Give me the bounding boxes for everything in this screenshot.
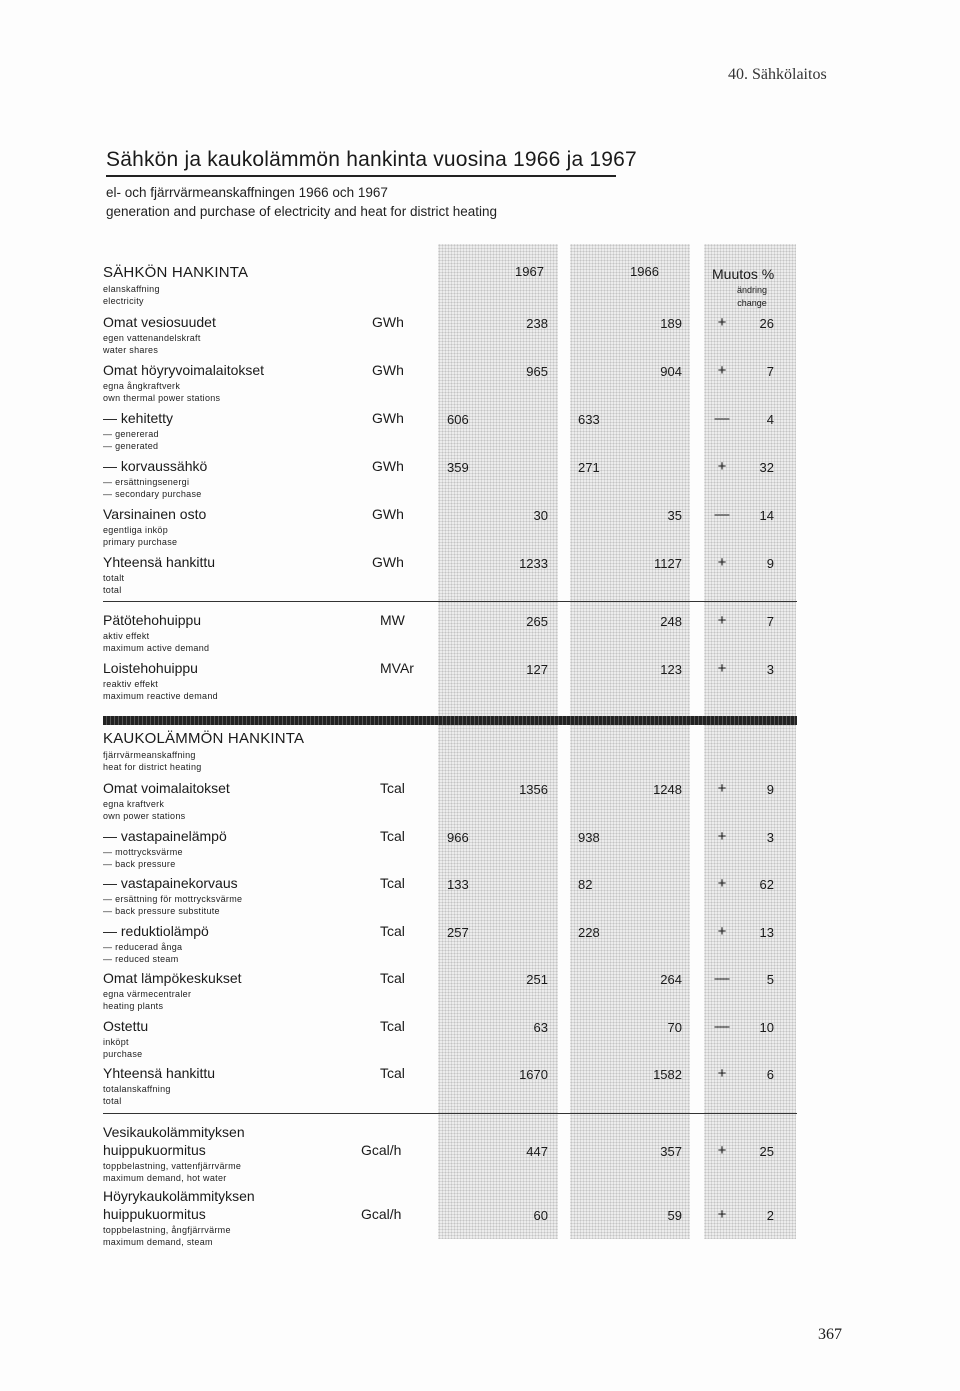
row-label-sv: — mottrycksvärme bbox=[103, 846, 183, 857]
change-percent: 9 bbox=[766, 782, 774, 797]
change-sign: + bbox=[717, 780, 727, 797]
value-1967: 1356 bbox=[519, 782, 548, 797]
row-label: — vastapainelämpö bbox=[103, 827, 227, 844]
column-header-1966: 1966 bbox=[630, 264, 659, 279]
subtitle-swedish: el- och fjärrvärmeanskaffningen 1966 och 1967 bbox=[106, 185, 388, 200]
value-1967-component: 359 bbox=[447, 460, 469, 475]
value-1967: 251 bbox=[526, 972, 548, 987]
row-label-en: heating plants bbox=[103, 1001, 164, 1011]
row-label-en: — generated bbox=[103, 441, 159, 451]
section-divider bbox=[103, 601, 797, 602]
value-1966: 59 bbox=[667, 1208, 682, 1223]
row-label: — reduktiolämpö bbox=[103, 922, 209, 939]
row-label-2: huippukuormitus bbox=[103, 1142, 206, 1158]
value-1967: 238 bbox=[526, 316, 548, 331]
change-percent: 62 bbox=[759, 877, 774, 892]
change-sign: + bbox=[717, 612, 727, 629]
row-label-en: water shares bbox=[103, 345, 159, 355]
value-1967: 965 bbox=[526, 364, 548, 379]
change-sign: + bbox=[717, 1065, 727, 1082]
electricity-section-en: electricity bbox=[103, 296, 144, 306]
row-label-2: huippukuormitus bbox=[103, 1206, 206, 1222]
row-label-sv: egen vattenandelskraft bbox=[103, 333, 201, 343]
change-percent: 26 bbox=[759, 316, 774, 331]
electricity-section-sv: elanskaffning bbox=[103, 284, 160, 294]
value-1966-component: 228 bbox=[578, 924, 600, 940]
change-percent: 10 bbox=[759, 1019, 774, 1035]
change-percent: 2 bbox=[766, 1208, 774, 1223]
row-label: Yhteensä hankittu bbox=[103, 554, 216, 570]
change-percent: 9 bbox=[766, 556, 774, 571]
electricity-section-title: SÄHKÖN HANKINTA bbox=[103, 264, 249, 281]
row-label-en: maximum demand, hot water bbox=[103, 1173, 227, 1183]
row-label-en: own power stations bbox=[103, 811, 186, 821]
row-label: — vastapainekorvaus bbox=[103, 875, 238, 891]
row-unit: Tcal bbox=[380, 1017, 405, 1034]
row-unit: GWh bbox=[372, 554, 404, 570]
value-1967: 265 bbox=[526, 614, 548, 629]
value-1967: 63 bbox=[533, 1019, 548, 1035]
row-unit: MVAr bbox=[380, 660, 414, 676]
value-1967-component: 133 bbox=[447, 877, 469, 892]
row-unit: Tcal bbox=[380, 780, 405, 796]
value-1966: 70 bbox=[667, 1019, 682, 1035]
value-1966: 35 bbox=[667, 508, 682, 523]
value-1966: 1582 bbox=[653, 1067, 682, 1082]
change-percent: 7 bbox=[766, 614, 774, 629]
change-sign: + bbox=[717, 554, 727, 571]
row-label-en: — reduced steam bbox=[103, 953, 179, 964]
change-sign: + bbox=[717, 458, 727, 475]
row-label: Höyrykaukolämmityksen bbox=[103, 1188, 255, 1204]
row-label: Omat voimalaitokset bbox=[103, 780, 230, 796]
row-label: — korvaussähkö bbox=[103, 458, 208, 474]
row-label-en: own thermal power stations bbox=[103, 393, 221, 403]
row-label-sv: totalt bbox=[103, 573, 125, 583]
value-1967-component: 257 bbox=[447, 924, 469, 940]
row-label: Ostettu bbox=[103, 1017, 149, 1034]
change-percent: 6 bbox=[766, 1067, 774, 1082]
row-unit: Tcal bbox=[380, 922, 405, 939]
row-label-sv: toppbelastning, ångfjärrvärme bbox=[103, 1225, 231, 1235]
row-unit: Gcal/h bbox=[361, 1206, 402, 1222]
change-sign: + bbox=[717, 875, 727, 892]
row-label-sv: toppbelastning, vattenfjärrvärme bbox=[103, 1161, 242, 1171]
row-label-sv: — reducerad ånga bbox=[103, 941, 183, 952]
change-percent: 3 bbox=[766, 662, 774, 677]
title-underline bbox=[106, 175, 616, 177]
row-unit: Gcal/h bbox=[361, 1142, 402, 1158]
value-1967-component: 606 bbox=[447, 412, 469, 427]
change-sign: + bbox=[717, 1142, 727, 1159]
value-1967: 60 bbox=[533, 1208, 548, 1223]
row-label-sv: — ersättning för mottrycksvärme bbox=[103, 894, 243, 904]
row-label-en: — back pressure bbox=[103, 858, 176, 869]
section-divider-heat bbox=[103, 1113, 797, 1114]
row-label-sv: egna kraftverk bbox=[103, 799, 165, 809]
row-label-sv: egna värmecentraler bbox=[103, 989, 192, 999]
row-label-sv: totalanskaffning bbox=[103, 1084, 171, 1094]
row-label-sv: egentliga inköp bbox=[103, 525, 169, 535]
row-label-sv: — ersättningsenergi bbox=[103, 477, 190, 487]
change-percent: 25 bbox=[759, 1144, 774, 1159]
row-label: — kehitetty bbox=[103, 410, 174, 426]
row-label-sv: aktiv effekt bbox=[103, 631, 150, 641]
value-1966-component: 938 bbox=[578, 829, 600, 845]
change-percent: 32 bbox=[759, 460, 774, 475]
row-unit: GWh bbox=[372, 362, 404, 378]
section-separator-band bbox=[103, 716, 797, 725]
value-1966: 248 bbox=[660, 614, 682, 629]
value-1966: 1248 bbox=[653, 782, 682, 797]
row-label: Omat höyryvoimalaitokset bbox=[103, 362, 265, 378]
column-header-1967: 1967 bbox=[515, 264, 544, 279]
row-label-en: purchase bbox=[103, 1048, 143, 1059]
row-unit: Tcal bbox=[380, 875, 405, 891]
value-1967: 127 bbox=[526, 662, 548, 677]
heat-section-title: KAUKOLÄMMÖN HANKINTA bbox=[103, 730, 305, 747]
row-label: Omat lämpökeskukset bbox=[103, 970, 242, 986]
row-label-en: maximum demand, steam bbox=[103, 1237, 213, 1247]
row-unit: Tcal bbox=[380, 970, 405, 986]
value-1967: 1670 bbox=[519, 1067, 548, 1082]
page-number: 367 bbox=[818, 1326, 842, 1343]
change-percent: 3 bbox=[766, 829, 774, 845]
page-title: Sähkön ja kaukolämmön hankinta vuosina 1966 ja 1967 bbox=[106, 148, 637, 171]
row-unit: GWh bbox=[372, 506, 404, 522]
change-percent: 7 bbox=[766, 364, 774, 379]
value-1966: 357 bbox=[660, 1144, 682, 1159]
value-1966: 264 bbox=[660, 972, 682, 987]
row-label: Yhteensä hankittu bbox=[103, 1065, 216, 1081]
row-label-en: — back pressure substitute bbox=[103, 906, 220, 916]
heat-section-en: heat for district heating bbox=[103, 762, 202, 772]
shade-column-change bbox=[704, 244, 796, 1239]
row-label-en: total bbox=[103, 1096, 122, 1106]
column-header-change: Muutos % bbox=[712, 266, 775, 282]
row-label-sv: inköpt bbox=[103, 1036, 129, 1047]
value-1966: 189 bbox=[660, 316, 682, 331]
change-sign: + bbox=[717, 660, 727, 677]
row-unit: GWh bbox=[372, 314, 404, 330]
row-unit: MW bbox=[380, 612, 405, 628]
row-label-en: — secondary purchase bbox=[103, 489, 202, 499]
section-header: 40. Sähkölaitos bbox=[728, 66, 827, 83]
change-percent: 5 bbox=[766, 972, 774, 987]
value-1966: 123 bbox=[660, 662, 682, 677]
row-label: Pätötehohuippu bbox=[103, 612, 202, 628]
change-sign: + bbox=[717, 1206, 727, 1223]
row-label-en: total bbox=[103, 585, 122, 595]
value-1967: 1233 bbox=[519, 556, 548, 571]
value-1966-component: 82 bbox=[578, 877, 593, 892]
row-unit: GWh bbox=[372, 410, 404, 426]
change-sign: — bbox=[714, 506, 730, 523]
row-label: Omat vesiosuudet bbox=[103, 314, 216, 330]
row-label-sv: — genererad bbox=[103, 429, 159, 439]
row-label-en: maximum active demand bbox=[103, 643, 210, 653]
row-label: Loistehohuippu bbox=[103, 660, 198, 676]
value-1966: 904 bbox=[660, 364, 682, 379]
row-label: Vesikaukolämmityksen bbox=[103, 1124, 245, 1140]
change-sign: + bbox=[717, 922, 727, 940]
change-sign: + bbox=[717, 827, 727, 845]
shade-column-1966 bbox=[570, 244, 690, 1239]
heat-section-sv: fjärrvärmeanskaffning bbox=[103, 750, 196, 760]
change-percent: 4 bbox=[766, 412, 774, 427]
change-sign: + bbox=[717, 314, 727, 331]
subtitle-english: generation and purchase of electricity and heat for district heating bbox=[106, 204, 497, 219]
change-percent: 13 bbox=[759, 924, 774, 940]
value-1967: 30 bbox=[533, 508, 548, 523]
change-sign: + bbox=[717, 362, 727, 379]
value-1967: 447 bbox=[526, 1144, 548, 1159]
row-label-en: maximum reactive demand bbox=[103, 691, 218, 701]
value-1966: 1127 bbox=[654, 556, 682, 571]
change-percent: 14 bbox=[759, 508, 774, 523]
value-1967-component: 966 bbox=[447, 829, 469, 845]
row-label-sv: reaktiv effekt bbox=[103, 679, 159, 689]
value-1966-component: 633 bbox=[578, 412, 600, 427]
row-unit: GWh bbox=[372, 458, 404, 474]
value-1966-component: 271 bbox=[578, 460, 600, 475]
row-label: Varsinainen osto bbox=[103, 506, 207, 522]
column-header-change-sv: ändring bbox=[736, 285, 768, 295]
row-label-en: primary purchase bbox=[103, 537, 178, 547]
change-sign: — bbox=[714, 970, 730, 987]
row-label-sv: egna ångkraftverk bbox=[103, 381, 181, 391]
row-unit: Tcal bbox=[380, 1065, 405, 1081]
column-header-change-en: change bbox=[737, 298, 767, 308]
row-unit: Tcal bbox=[380, 827, 405, 844]
change-sign: — bbox=[714, 1017, 730, 1035]
change-sign: — bbox=[714, 410, 730, 427]
shade-column-1967 bbox=[438, 244, 558, 1239]
